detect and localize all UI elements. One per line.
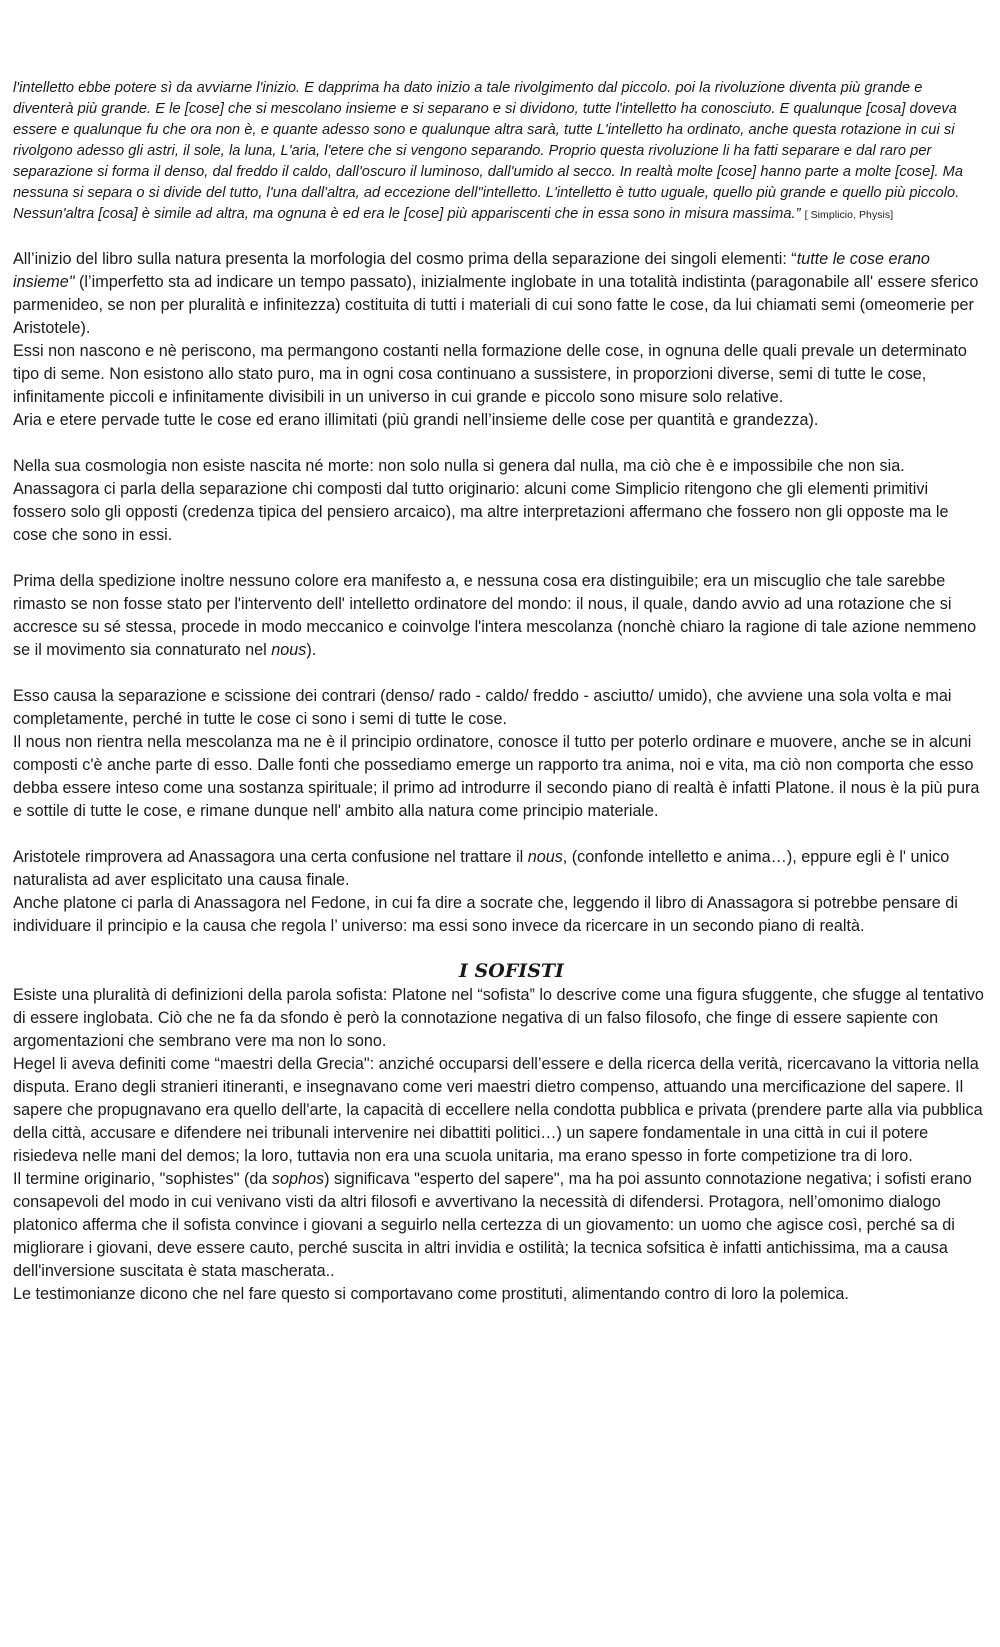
paragraph-3: Aria e etere pervade tutte le cose ed erano illimitati (più grandi nell’insieme delle cose per quantità e grandezza). [13,411,819,429]
sophists-paragraph-4: Le testimonianze dicono che nel fare questo si comportavano come prostituti, alimentando contro di loro la polemica. [13,1285,849,1303]
quote-text: l'intelletto ebbe potere sì da avviarne l'inizio. E dapprima ha dato inizio a tale rivolgimento dal piccolo. poi la rivoluzione diventa più grande e diventerà più grande. E le [cose] che si mescolano insieme e si separano e si dividono, tutte l'intelletto ha conosciuto. E qualunque [cosa] doveva essere e qualunque fu che ora non è, e quante adesso sono e qualunque altra sarà, tutte L'intelletto ha ordinato, anche questa rotazione in cui si rivolgono adesso gli astri, il sole, la luna, L'aria, l'etere che si vengono separando. Proprio questa rivoluzione li ha fatti separare e dal raro per separazione si forma il denso, dal freddo il caldo, dall'oscuro il luminoso, dall'umido al secco. In realtà molte [cose] hanno parte a molte [cose]. Ma nessuna si separa o si divide del tutto, l'una dall'altra, ad eccezione dell"intelletto. L'intelletto è tutto uguale, quello più grande e quello più piccolo. Nessun'altra [cosa] è simile ad altra, ma ognuna è ed era le [cose] più appariscenti che in essa sono in misura massima.” [13,80,964,222]
anaxagoras-section [13,248,985,938]
paragraph-9-rest: , (confonde intelletto e anima…), eppure egli è l' unico naturalista ad aver esplicitato una causa finale. [13,848,950,889]
sophists-paragraph-2: Hegel li aveva definiti come “maestri della Grecia": anziché occuparsi dell’essere e della ricerca della verità, ricercavano la vittoria nella disputa. Erano degli stranieri itineranti, e insegnavano come veri maestri dietro compenso, attuando una mercificazione del sapere. Il sapere che propugnavano era quello dell'arte, la capacità di eccellere nella condotta pubblica e privata (prendere parte alla via pubblica della città, accusare e difendere nei tribunali intervenire nei dibattiti politici…) un sapere fondamentale in una città in cui il potere risiedeva nelle mani del demos; la loro, tuttavia non era una scuola unitaria, ma erano spesso in forte competizione tra di loro. [13,1055,983,1165]
sophists-paragraph-1: Esiste una pluralità di definizioni della parola sofista: Platone nel “sofista” lo descrive come una figura sfuggente, che sfugge al tentativo di essere inglobata. Ciò che ne fa da sfondo è però la connotazione negativa di un falso filosofo, che finge di essere sapiente con argomentazioni che sembrano vere ma non lo sono. [13,986,984,1050]
paragraph-6-text: Prima della spedizione inoltre nessuno colore era manifesto a, e nessuna cosa era distinguibile; era un miscuglio che tale sarebbe rimasto se non fosse stato per l'intervento dell' intelletto ordinatore del mondo: il nous, il quale, dando avvio ad una rotazione che si accresce su sé stessa, procede in modo meccanico e coinvolge l'intera mescolanza (nonchè chiaro la ragione di tale azione nemmeno se il movimento sia connaturato nel [13,572,977,659]
paragraph-6-rest: ). [306,641,317,659]
paragraph-2: Essi non nascono e nè periscono, ma permangono costanti nella formazione delle cose, in ognuna delle quali prevale un determinato tipo di seme. Non esistono allo stato puro, ma in ogni cosa continuano a sussistere, in proporzioni diverse, semi di tutte le cose, infinitamente piccoli e infinitamente divisibili in un universo in cui grande e piccolo sono misure solo relative. [13,342,967,406]
document-page [13,78,985,1306]
paragraph-1 [13,248,985,340]
paragraph-5: Anassagora ci parla della separazione chi composti dal tutto originario: alcuni come Simplicio ritengono che gli elementi primitivi fossero solo gli opposti (credenza tipica del pensiero arcaico), ma altre interpretazioni affermano che fossero non gli opposte ma le cose che sono in essi. [13,480,949,544]
paragraph-1-rest: (l’imperfetto sta ad indicare un tempo passato), inizialmente inglobate in una totalità indistinta (paragonabile all' essere sferico parmenideo, se non per pluralità e infinitezza) costituita di tutti i materiali di cui sono fatte le cose, da lui chiamati semi (omeomerie per Aristotele). [13,273,979,337]
paragraph-6 [13,570,985,662]
paragraph-8: Il nous non rientra nella mescolanza ma ne è il principio ordinatore, conosce il tutto per poterlo ordinare e muovere, anche se in alcuni composti c'è anche parte di esso. Dalle fonti che possediamo emerge un rapporto tra anima, noi e vita, ma ciò non comporta che esso debba essere inteso come una sostanza spirituale; il primo ad introdurre il secondo piano di realtà è infatti Platone. il nous è la più pura e sottile di tutte le cose, e rimane dunque nell' ambito alla natura come principio materiale. [13,733,980,820]
quote-citation: [ Simplicio, Physis] [804,209,894,221]
paragraph-6-term: nous [271,641,307,659]
paragraph-1-quote: tutte le cose erano insieme" [13,250,930,291]
paragraph-9-term: nous [527,848,563,866]
sophists-paragraph-3-rest: ) significava "esperto del sapere", ma ha poi assunto connotazione negativa; i sofisti erano consapevoli del modo in cui venivano visti da altri filosofi e avvertivano la necessità di difendersi. Protagora, nell’omonimo dialogo platonico afferma che il sofista convince i giovani a seguirlo nella certezza di un giovamento: un uomo che agisce così, perché sa di migliorare i giovani, deve essere cauto, perché suscita in altri invidia e ostilità; la tecnica sofsitica è infatti antichissima, ma a causa dell'inversione suscitata è stata mascherata.. [13,1170,972,1280]
quote-block [13,78,985,226]
section-title: I SOFISTI [459,960,564,982]
sophists-paragraph-3-text: Il termine originario, "sophistes" (da [13,1170,272,1188]
paragraph-9 [13,846,985,892]
sophists-paragraph-3 [13,1168,985,1283]
paragraph-4: Nella sua cosmologia non esiste nascita né morte: non solo nulla si genera dal nulla, ma ciò che è e impossibile che non sia. [13,457,905,475]
sophists-section [13,984,985,1306]
paragraph-9-text: Aristotele rimprovera ad Anassagora una certa confusione nel trattare il [13,848,528,866]
paragraph-7: Esso causa la separazione e scissione dei contrari (denso/ rado - caldo/ freddo - asciutto/ umido), che avviene una sola volta e mai completamente, perché in tutte le cose ci sono i semi di tutte le cose. [13,687,952,728]
paragraph-1-text: All’inizio del libro sulla natura presenta la morfologia del cosmo prima della separazione dei singoli elementi: “ [13,250,797,268]
paragraph-10: Anche platone ci parla di Anassagora nel Fedone, in cui fa dire a socrate che, leggendo il libro di Anassagora si potrebbe pensare di individuare il principio e la causa che regola l’ universo: ma essi sono invece da ricercare in un secondo piano di realtà. [13,894,958,935]
sophists-paragraph-3-term: sophos [271,1170,325,1188]
